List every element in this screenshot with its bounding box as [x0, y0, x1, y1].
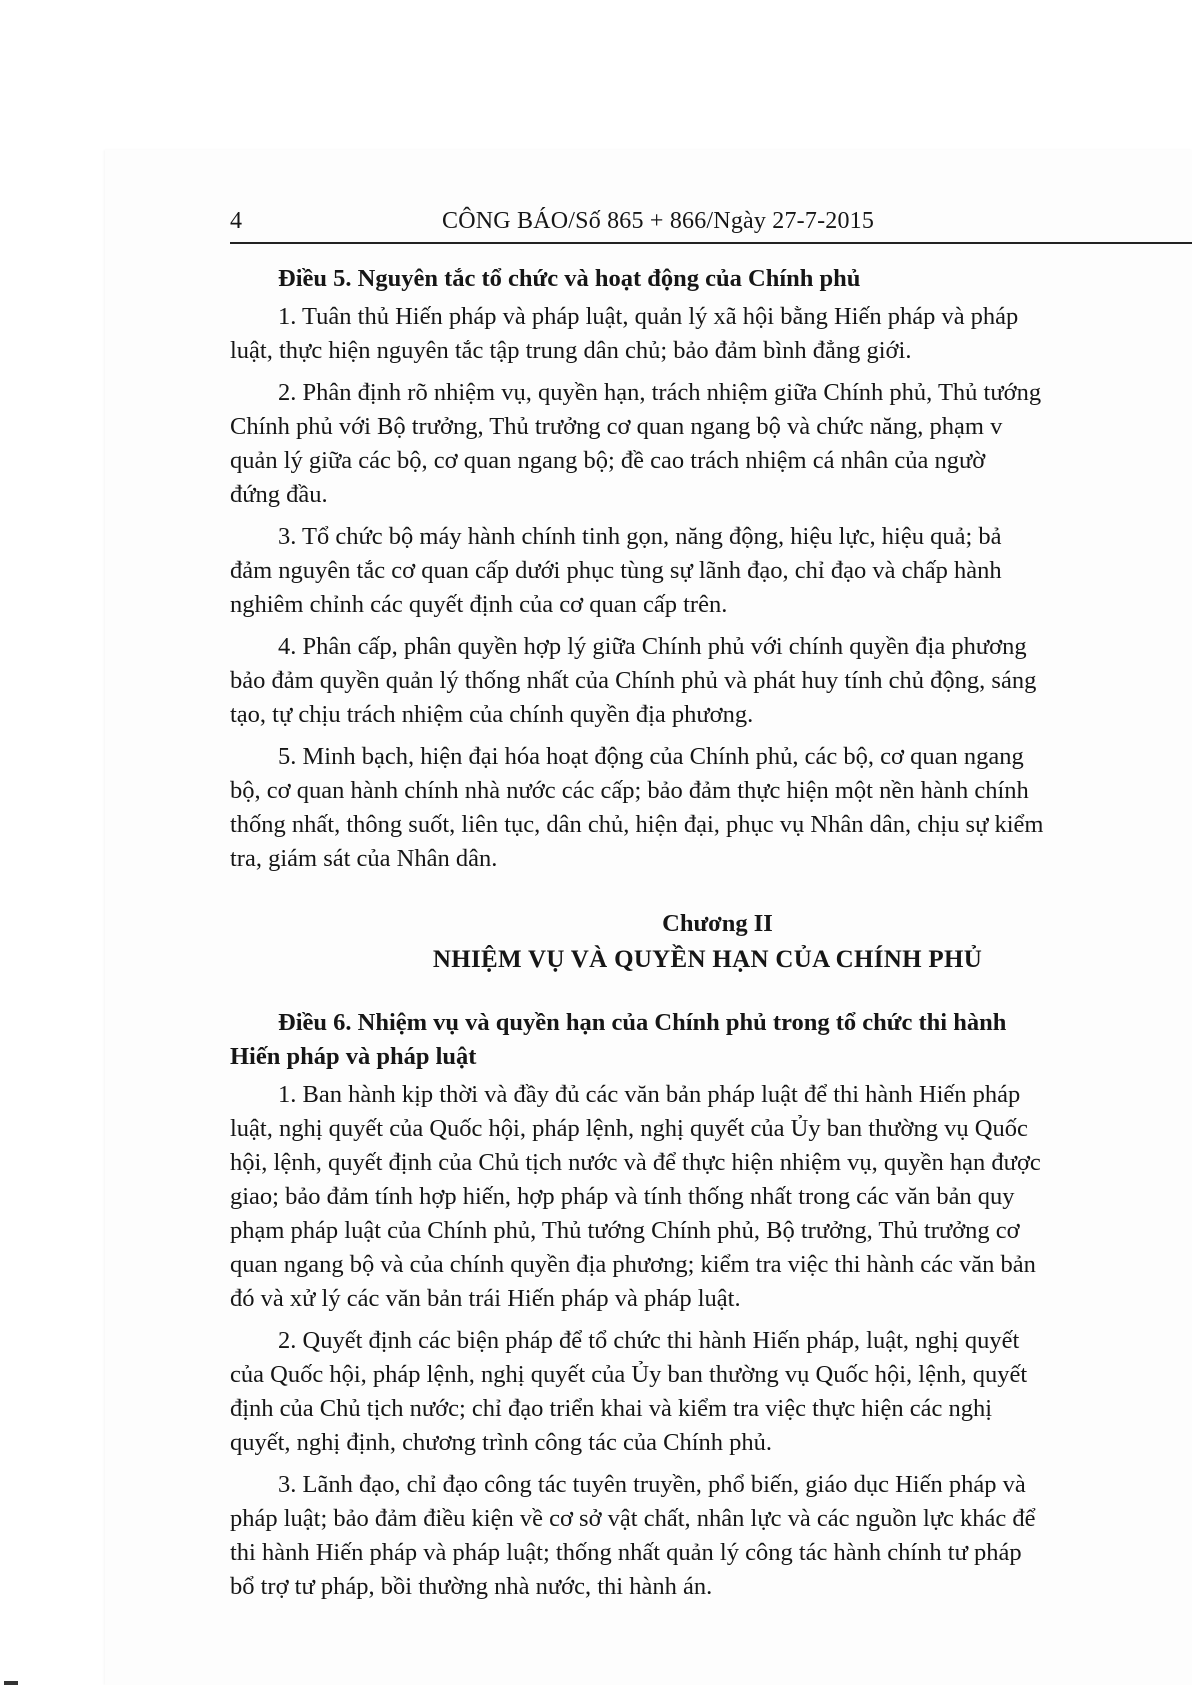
chapter-heading	[230, 906, 1185, 978]
clause-line: đảm nguyên tắc cơ quan cấp dưới phục tùng sự lãnh đạo, chỉ đạo và chấp hành	[230, 557, 1002, 584]
clause-paragraph	[230, 1078, 1185, 1316]
clause-paragraph	[230, 520, 1185, 622]
chapter-label: Chương II	[662, 910, 773, 937]
article-6-clauses	[230, 1078, 1185, 1604]
clause-line: tạo, tự chịu trách nhiệm của chính quyền địa phương.	[230, 701, 754, 728]
clause-line: Chính phủ với Bộ trưởng, Thủ trưởng cơ quan ngang bộ và chức năng, phạm v	[230, 413, 1003, 440]
article-5	[230, 262, 1185, 876]
clause-line: luật, nghị quyết của Quốc hội, pháp lệnh, nghị quyết của Ủy ban thường vụ Quốc	[230, 1115, 1028, 1142]
article-6-title-line-2: Hiến pháp và pháp luật	[230, 1043, 477, 1070]
clause-paragraph	[230, 740, 1185, 876]
clause-line: của Quốc hội, pháp lệnh, nghị quyết của Ủy ban thường vụ Quốc hội, lệnh, quyết	[230, 1361, 1028, 1388]
clause-line: quan ngang bộ và của chính quyền địa phương; kiểm tra việc thi hành các văn bản	[230, 1251, 1036, 1278]
article-6	[230, 1006, 1185, 1604]
clause-line: 5. Minh bạch, hiện đại hóa hoạt động của Chính phủ, các bộ, cơ quan ngang	[278, 743, 1024, 770]
clause-line: 1. Tuân thủ Hiến pháp và pháp luật, quản lý xã hội bằng Hiến pháp và pháp	[278, 303, 1019, 330]
gazette-issue-line: CÔNG BÁO/Số 865 + 866/Ngày 27-7-2015	[442, 208, 875, 234]
clause-paragraph	[230, 300, 1185, 368]
clause-paragraph	[230, 1468, 1185, 1604]
clause-line: đó và xử lý các văn bản trái Hiến pháp và pháp luật.	[230, 1285, 741, 1312]
article-5-title: Điều 5. Nguyên tắc tổ chức và hoạt động của Chính phủ	[278, 265, 861, 292]
clause-line: quản lý giữa các bộ, cơ quan ngang bộ; đề cao trách nhiệm cá nhân của ngườ	[230, 447, 986, 474]
article-6-title	[230, 1006, 1185, 1074]
clause-line: bộ, cơ quan hành chính nhà nước các cấp; bảo đảm thực hiện một nền hành chính	[230, 777, 1029, 804]
clause-line: giao; bảo đảm tính hợp hiến, hợp pháp và tính thống nhất trong các văn bản quy	[230, 1183, 1015, 1210]
document-body	[230, 262, 1185, 1612]
clause-line: nghiêm chỉnh các quyết định của cơ quan cấp trên.	[230, 591, 728, 618]
article-6-title-line-1: Điều 6. Nhiệm vụ và quyền hạn của Chính phủ trong tổ chức thi hành	[278, 1009, 1007, 1036]
clause-line: phạm pháp luật của Chính phủ, Thủ tướng Chính phủ, Bộ trưởng, Thủ trưởng cơ	[230, 1217, 1020, 1244]
clause-line: 2. Quyết định các biện pháp để tổ chức thi hành Hiến pháp, luật, nghị quyết	[278, 1327, 1020, 1354]
clause-line: thống nhất, thông suốt, liên tục, dân chủ, hiện đại, phục vụ Nhân dân, chịu sự kiểm	[230, 811, 1044, 838]
clause-line: hội, lệnh, quyết định của Chủ tịch nước và để thực hiện nhiệm vụ, quyền hạn được	[230, 1149, 1041, 1176]
clause-line: 2. Phân định rõ nhiệm vụ, quyền hạn, trách nhiệm giữa Chính phủ, Thủ tướng	[278, 379, 1042, 406]
clause-line: tra, giám sát của Nhân dân.	[230, 845, 498, 872]
clause-line: định của Chủ tịch nước; chỉ đạo triển khai và kiểm tra việc thực hiện các nghị	[230, 1395, 993, 1422]
clause-line: pháp luật; bảo đảm điều kiện về cơ sở vật chất, nhân lực và các nguồn lực khác để	[230, 1505, 1036, 1532]
clause-paragraph	[230, 376, 1185, 512]
page-header	[230, 206, 1192, 244]
clause-line: bảo đảm quyền quản lý thống nhất của Chính phủ và phát huy tính chủ động, sáng	[230, 667, 1037, 694]
page-number: 4	[230, 208, 242, 234]
chapter-name: NHIỆM VỤ VÀ QUYỀN HẠN CỦA CHÍNH PHỦ	[432, 946, 983, 973]
clause-line: luật, thực hiện nguyên tắc tập trung dân chủ; bảo đảm bình đẳng giới.	[230, 337, 912, 364]
clause-line: 3. Lãnh đạo, chỉ đạo công tác tuyên truyền, phổ biến, giáo dục Hiến pháp và	[278, 1471, 1026, 1498]
clause-line: quyết, nghị định, chương trình công tác của Chính phủ.	[230, 1429, 773, 1456]
clause-line: bổ trợ tư pháp, bồi thường nhà nước, thi hành án.	[230, 1573, 713, 1600]
clause-line: đứng đầu.	[230, 481, 328, 508]
clause-paragraph	[230, 630, 1185, 732]
clause-line: 4. Phân cấp, phân quyền hợp lý giữa Chính phủ với chính quyền địa phương	[278, 633, 1027, 660]
scan-edge-mark	[4, 1681, 18, 1685]
clause-line: 3. Tổ chức bộ máy hành chính tinh gọn, năng động, hiệu lực, hiệu quả; bả	[278, 523, 1002, 550]
article-5-clauses	[230, 300, 1185, 876]
clause-paragraph	[230, 1324, 1185, 1460]
clause-line: 1. Ban hành kịp thời và đầy đủ các văn bản pháp luật để thi hành Hiến pháp	[278, 1081, 1021, 1108]
scan-margin	[0, 0, 1192, 150]
clause-line: thi hành Hiến pháp và pháp luật; thống nhất quản lý công tác hành chính tư pháp	[230, 1539, 1022, 1566]
